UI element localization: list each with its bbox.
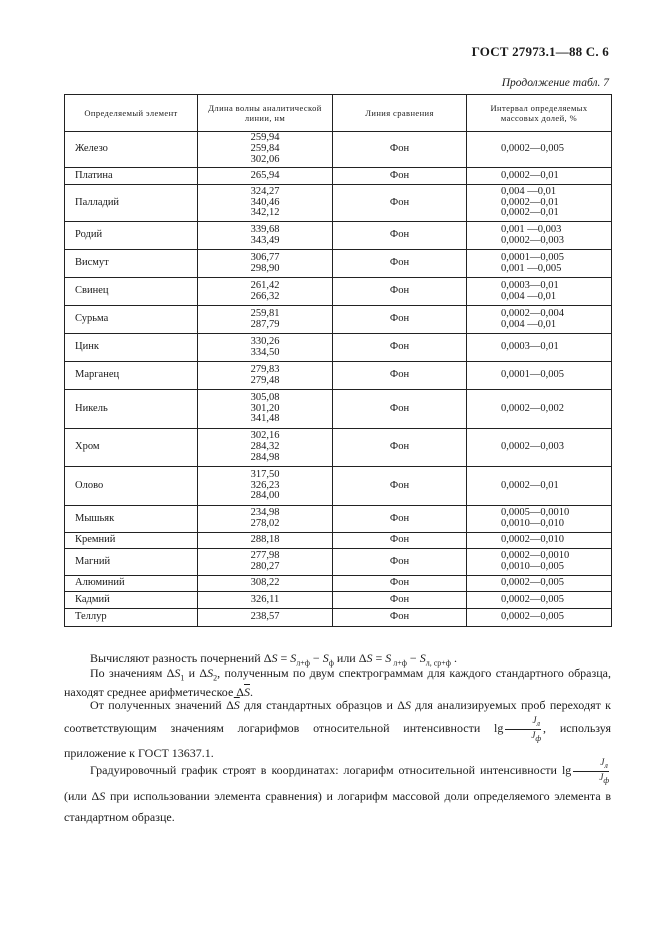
element-name-cell: Сурьма: [65, 306, 198, 334]
table-row: [65, 334, 612, 362]
page-header: ГОСТ 27973.1—88 С. 6: [471, 44, 609, 59]
range-value: 0,0002—0,0010: [501, 550, 570, 562]
mass-fraction-range-cell: [467, 506, 612, 533]
paragraph-calibration: [64, 757, 611, 828]
wavelength-cell: [198, 609, 333, 627]
wavelength-value: 287,79: [250, 318, 280, 330]
wavelength-value: 298,90: [250, 262, 280, 274]
range-value: 0,001 —0,003: [501, 223, 562, 235]
formula-intensity-ratio-2: $\frac{J_л}{J_ф}$: [573, 757, 609, 786]
table-row: [65, 222, 612, 250]
wavelength-cell: [198, 429, 333, 467]
wavelength-cell: [198, 132, 333, 168]
table-row: [65, 362, 612, 390]
wavelength-value: 326,23: [250, 479, 280, 491]
mass-fraction-range-cell: [467, 533, 612, 549]
range-value: 0,0002—0,004: [501, 307, 564, 319]
wavelength-cell: [198, 250, 333, 278]
p4-text-b: (или: [64, 788, 92, 803]
wavelength-cell: [198, 506, 333, 533]
table-row: [65, 533, 612, 549]
mass-fraction-range-cell: [467, 576, 612, 592]
mass-fraction-range-cell: [467, 592, 612, 609]
wavelength-value: 261,42: [250, 279, 280, 291]
wavelength-cell: [198, 306, 333, 334]
p3-text-a: От полученных значений: [90, 698, 227, 712]
table-row: [65, 278, 612, 306]
mass-fraction-range-cell: [467, 467, 612, 506]
p2-text-a: По значениям: [90, 666, 167, 680]
wavelength-value: 259,84: [250, 143, 280, 155]
wavelength-value: 334,50: [250, 346, 280, 358]
comparison-line-cell: Фон: [333, 250, 467, 278]
comparison-line-cell: Фон: [333, 467, 467, 506]
wavelength-cell: [198, 592, 333, 609]
mass-fraction-range-cell: [467, 222, 612, 250]
range-value: 0,0001—0,005: [501, 369, 564, 381]
mass-fraction-range-cell: [467, 306, 612, 334]
wavelength-value: 265,94: [250, 169, 280, 181]
table-row: [65, 185, 612, 222]
wavelength-value: 326,11: [250, 593, 280, 605]
comparison-line-cell: Фон: [333, 306, 467, 334]
mass-fraction-range-cell: [467, 185, 612, 222]
element-name-cell: Палладий: [65, 185, 198, 222]
wavelength-value: 279,48: [250, 374, 280, 386]
wavelength-cell: [198, 222, 333, 250]
element-name-cell: Висмут: [65, 250, 198, 278]
wavelength-cell: [198, 168, 333, 185]
element-name-cell: Алюминий: [65, 576, 198, 592]
range-value: 0,001 —0,005: [501, 262, 562, 274]
element-name-cell: Марганец: [65, 362, 198, 390]
p4-text-c: при использовании элемента сравнения) и логарифм массовой доли определяемого элемента в стандартном образце.: [64, 788, 612, 824]
comparison-line-cell: Фон: [333, 334, 467, 362]
wavelength-value: 266,32: [250, 290, 280, 302]
comparison-line-cell: Фон: [333, 609, 467, 627]
comparison-line-cell: Фон: [333, 576, 467, 592]
paragraph-logarithms: [64, 696, 611, 763]
table-row: [65, 132, 612, 168]
comparison-line-cell: Фон: [333, 132, 467, 168]
wavelength-cell: [198, 576, 333, 592]
wavelength-value: 277,98: [250, 550, 280, 562]
wavelength-value: 284,00: [250, 490, 280, 502]
lg-label-2: lg: [561, 763, 572, 778]
table-row: [65, 467, 612, 506]
mass-fraction-range-cell: [467, 429, 612, 467]
range-value: 0,0002—0,01: [501, 479, 559, 491]
wavelength-value: 234,98: [250, 507, 280, 519]
range-value: 0,0010—0,005: [501, 561, 564, 572]
spectral-lines-table: [64, 94, 612, 627]
table-row: [65, 306, 612, 334]
wavelength-value: 340,46: [250, 196, 280, 208]
p2-text-b: и: [184, 666, 200, 680]
formula-delta-s2: $\Delta S_2$: [199, 666, 218, 683]
range-value: 0,0001—0,005: [501, 251, 564, 263]
header-wavelength: Длина волны аналитической линии, нм: [198, 95, 333, 132]
comparison-line-cell: Фон: [333, 390, 467, 429]
table-row: [65, 576, 612, 592]
mass-fraction-range-cell: [467, 168, 612, 185]
mass-fraction-range-cell: [467, 278, 612, 306]
range-value: 0,004 —0,01: [501, 290, 557, 302]
wavelength-value: 339,68: [250, 223, 280, 235]
mass-fraction-range-cell: [467, 390, 612, 429]
formula-delta-s-2: ΔS = S $_{л+ф} - S_{л, ср+ф}$ .: [358, 651, 457, 668]
range-value: 0,004 —0,01: [501, 318, 557, 330]
range-value: 0,0002—0,005: [501, 611, 564, 623]
mass-fraction-range-cell: [467, 250, 612, 278]
table-row: [65, 250, 612, 278]
comparison-line-cell: Фон: [333, 222, 467, 250]
table-row: [65, 592, 612, 609]
range-value: 0,0005—0,0010: [501, 507, 570, 519]
element-name-cell: Мышьяк: [65, 506, 198, 533]
wavelength-cell: [198, 334, 333, 362]
wavelength-value: 330,26: [250, 335, 280, 347]
element-name-cell: Никель: [65, 390, 198, 429]
element-name-cell: Теллур: [65, 609, 198, 627]
element-name-cell: Хром: [65, 429, 198, 467]
formula-delta-s1: $\Delta S_1$: [166, 666, 185, 683]
element-name-cell: Свинец: [65, 278, 198, 306]
range-value: 0,0002—0,005: [501, 593, 564, 605]
mass-fraction-range-cell: [467, 609, 612, 627]
wavelength-value: 284,98: [250, 451, 280, 463]
mass-fraction-range-cell: [467, 549, 612, 576]
range-value: 0,0002—0,002: [501, 402, 564, 414]
p4-text-a: Градуировочный график строят в координатах: логарифм относительной интенсивности: [90, 763, 562, 778]
comparison-line-cell: Фон: [333, 592, 467, 609]
table-continuation-label: Продолжение табл. 7: [501, 77, 609, 89]
element-name-cell: Олово: [65, 467, 198, 506]
table-body: [65, 132, 612, 627]
comparison-line-cell: Фон: [333, 185, 467, 222]
wavelength-value: 259,81: [250, 307, 280, 319]
p1-text-b: или: [333, 651, 359, 665]
range-value: 0,0002—0,01: [501, 207, 559, 219]
wavelength-value: 301,20: [250, 402, 280, 414]
element-name-cell: Цинк: [65, 334, 198, 362]
formula-intensity-ratio-1: $\frac{J_л}{J_ф}$: [505, 715, 541, 744]
wavelength-value: 288,18: [250, 534, 280, 546]
wavelength-cell: [198, 278, 333, 306]
wavelength-cell: [198, 390, 333, 429]
range-value: 0,0002—0,01: [501, 196, 559, 208]
wavelength-value: 238,57: [250, 611, 280, 623]
comparison-line-cell: Фон: [333, 278, 467, 306]
comparison-line-cell: Фон: [333, 549, 467, 576]
comparison-line-cell: Фон: [333, 506, 467, 533]
formula-delta-s-mean-2: $\Delta\overline{S}$: [226, 698, 240, 712]
wavelength-value: 280,27: [250, 561, 280, 572]
formula-delta-s-3: ΔS: [397, 698, 411, 712]
formula-delta-s-mean: $\Delta\overline{S}$.: [236, 685, 253, 700]
range-value: 0,004 —0,01: [501, 185, 557, 197]
element-name-cell: Родий: [65, 222, 198, 250]
table-row: [65, 549, 612, 576]
wavelength-value: 324,27: [250, 185, 280, 197]
table-row: [65, 609, 612, 627]
wavelength-value: 343,49: [250, 234, 280, 246]
range-value: 0,0002—0,003: [501, 441, 564, 453]
wavelength-value: 279,83: [250, 363, 280, 375]
table-row: [65, 429, 612, 467]
lg-label-1: lg: [494, 721, 504, 736]
wavelength-cell: [198, 185, 333, 222]
range-value: 0,0010—0,010: [501, 518, 564, 529]
header-comparison-line: Линия сравнения: [333, 95, 467, 132]
range-value: 0,0002—0,01: [501, 169, 559, 181]
table-row: [65, 390, 612, 429]
mass-fraction-range-cell: [467, 132, 612, 168]
p3-text-c: для анализируемых проб переходят к соответствующим значениям логарифмов относительной интенсивности: [64, 698, 611, 736]
range-value: 0,0002—0,005: [501, 577, 564, 589]
table-row: [65, 168, 612, 185]
comparison-line-cell: Фон: [333, 168, 467, 185]
wavelength-value: 284,32: [250, 441, 280, 453]
range-value: 0,0002—0,010: [501, 534, 564, 546]
mass-fraction-range-cell: [467, 362, 612, 390]
p1-text-a: Вычисляют разность почернений: [90, 651, 264, 665]
wavelength-value: 278,02: [250, 518, 280, 529]
wavelength-value: 305,08: [250, 391, 280, 403]
wavelength-cell: [198, 533, 333, 549]
comparison-line-cell: Фон: [333, 429, 467, 467]
wavelength-value: 341,48: [250, 413, 280, 425]
p3-text-b: для стандартных образцов и: [239, 698, 398, 712]
element-name-cell: Кремний: [65, 533, 198, 549]
wavelength-value: 342,12: [250, 207, 280, 219]
element-name-cell: Кадмий: [65, 592, 198, 609]
element-name-cell: Железо: [65, 132, 198, 168]
p2-text-c: , полученным по двум спектрограммам для каждого стандартного образца, находят среднее арифметическое: [64, 666, 611, 700]
wavelength-cell: [198, 549, 333, 576]
wavelength-value: 306,77: [250, 251, 280, 263]
wavelength-cell: [198, 467, 333, 506]
element-name-cell: Магний: [65, 549, 198, 576]
table-row: [65, 506, 612, 533]
header-mass-fraction-range: Интервал определяемых массовых долей, %: [467, 95, 612, 132]
comparison-line-cell: Фон: [333, 533, 467, 549]
wavelength-cell: [198, 362, 333, 390]
mass-fraction-range-cell: [467, 334, 612, 362]
range-value: 0,0003—0,01: [501, 341, 559, 353]
range-value: 0,0002—0,005: [501, 143, 564, 155]
p3-text-d: , используя приложение к ГОСТ 13637.1.: [64, 721, 611, 760]
formula-delta-s-1: $\Delta S = S_{л+ф} - S_ф$: [263, 651, 334, 668]
range-value: 0,0002—0,003: [501, 234, 564, 246]
wavelength-value: 259,94: [250, 132, 280, 144]
range-value: 0,0003—0,01: [501, 279, 559, 291]
wavelength-value: 308,22: [250, 577, 280, 589]
comparison-line-cell: Фон: [333, 362, 467, 390]
wavelength-value: 317,50: [250, 468, 280, 480]
formula-delta-s-4: ΔS: [91, 788, 106, 803]
header-element: Определяемый элемент: [65, 95, 198, 132]
element-name-cell: Платина: [65, 168, 198, 185]
wavelength-value: 302,16: [250, 430, 280, 442]
wavelength-value: 302,06: [250, 153, 280, 165]
